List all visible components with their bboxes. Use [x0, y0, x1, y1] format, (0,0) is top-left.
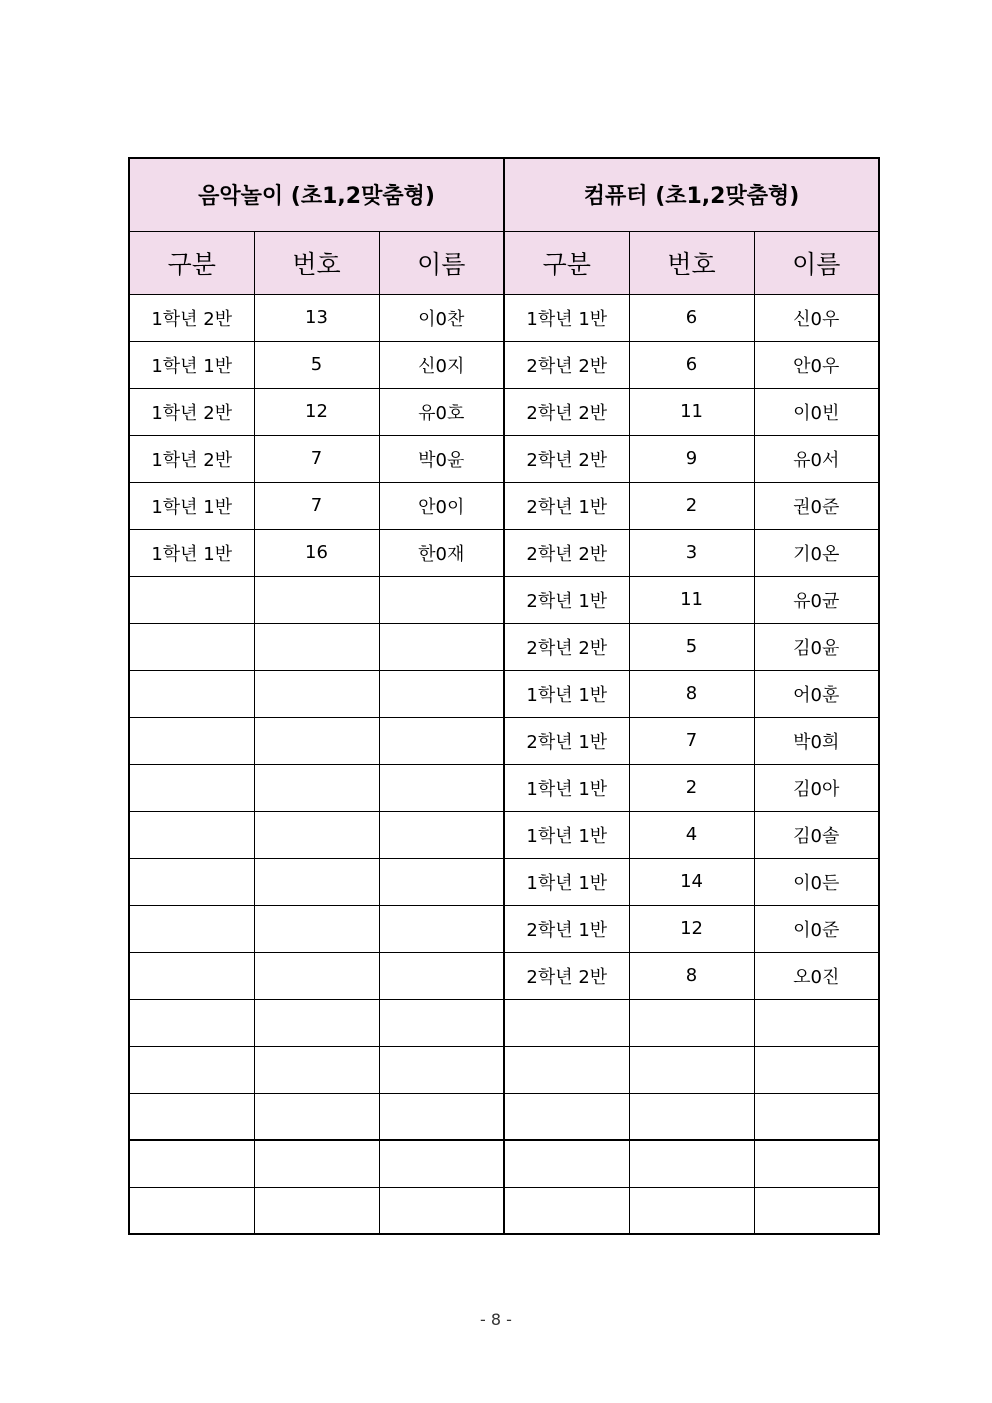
computer-header-class: 구분	[504, 231, 629, 294]
computer-header-number: 번호	[629, 231, 754, 294]
table-row	[129, 482, 879, 529]
music-header-number: 번호	[254, 231, 379, 294]
computer-name-cell: 김0아	[754, 764, 879, 811]
computer-number-cell	[629, 1093, 754, 1140]
music-class-cell	[129, 576, 254, 623]
computer-name-cell: 유0서	[754, 435, 879, 482]
music-header-name: 이름	[379, 231, 504, 294]
computer-class-cell: 2학년 1반	[504, 576, 629, 623]
music-number-cell: 7	[254, 435, 379, 482]
computer-number-cell: 4	[629, 811, 754, 858]
music-name-cell	[379, 811, 504, 858]
music-number-cell	[254, 999, 379, 1046]
music-number-cell	[254, 1140, 379, 1187]
computer-number-cell: 2	[629, 482, 754, 529]
music-class-cell	[129, 905, 254, 952]
computer-number-cell: 14	[629, 858, 754, 905]
music-name-cell: 한0재	[379, 529, 504, 576]
music-class-cell: 1학년 1반	[129, 529, 254, 576]
computer-name-cell: 박0희	[754, 717, 879, 764]
table-row	[129, 999, 879, 1046]
computer-class-cell: 2학년 1반	[504, 482, 629, 529]
computer-class-cell: 1학년 1반	[504, 764, 629, 811]
music-class-cell	[129, 952, 254, 999]
table-row	[129, 1187, 879, 1234]
music-header-class: 구분	[129, 231, 254, 294]
music-number-cell	[254, 670, 379, 717]
computer-number-cell: 11	[629, 388, 754, 435]
table-row	[129, 341, 879, 388]
computer-number-cell	[629, 1187, 754, 1234]
music-name-cell: 이0찬	[379, 294, 504, 341]
computer-class-cell: 2학년 2반	[504, 623, 629, 670]
computer-name-cell: 기0온	[754, 529, 879, 576]
program-title-row	[129, 158, 879, 231]
table-row	[129, 294, 879, 341]
music-name-cell	[379, 764, 504, 811]
computer-number-cell: 6	[629, 294, 754, 341]
music-number-cell	[254, 717, 379, 764]
computer-name-cell: 오0진	[754, 952, 879, 999]
music-class-cell	[129, 1140, 254, 1187]
music-number-cell	[254, 952, 379, 999]
computer-number-cell: 8	[629, 952, 754, 999]
computer-name-cell: 이0든	[754, 858, 879, 905]
music-name-cell	[379, 1140, 504, 1187]
computer-class-cell	[504, 999, 629, 1046]
computer-name-cell: 김0솔	[754, 811, 879, 858]
computer-class-cell: 1학년 1반	[504, 811, 629, 858]
music-class-cell	[129, 1046, 254, 1093]
computer-class-cell: 2학년 2반	[504, 388, 629, 435]
computer-class-cell	[504, 1187, 629, 1234]
music-number-cell	[254, 764, 379, 811]
computer-name-cell: 안0우	[754, 341, 879, 388]
computer-class-cell: 1학년 1반	[504, 294, 629, 341]
music-class-cell	[129, 717, 254, 764]
computer-number-cell: 7	[629, 717, 754, 764]
computer-class-cell	[504, 1046, 629, 1093]
computer-name-cell	[754, 1187, 879, 1234]
music-name-cell: 안0이	[379, 482, 504, 529]
computer-class-cell: 2학년 2반	[504, 529, 629, 576]
music-number-cell: 12	[254, 388, 379, 435]
music-name-cell	[379, 1187, 504, 1234]
computer-number-cell	[629, 1140, 754, 1187]
computer-name-cell	[754, 1140, 879, 1187]
program-roster-table	[128, 157, 880, 1235]
music-class-cell	[129, 623, 254, 670]
computer-class-cell	[504, 1140, 629, 1187]
music-class-cell: 1학년 2반	[129, 294, 254, 341]
music-class-cell	[129, 999, 254, 1046]
music-name-cell	[379, 576, 504, 623]
music-number-cell: 7	[254, 482, 379, 529]
music-number-cell: 16	[254, 529, 379, 576]
music-number-cell: 5	[254, 341, 379, 388]
computer-number-cell: 5	[629, 623, 754, 670]
table-row	[129, 670, 879, 717]
table-row	[129, 623, 879, 670]
music-number-cell: 13	[254, 294, 379, 341]
music-number-cell	[254, 1093, 379, 1140]
music-class-cell	[129, 858, 254, 905]
music-number-cell	[254, 1046, 379, 1093]
table-row	[129, 952, 879, 999]
computer-class-cell: 1학년 1반	[504, 858, 629, 905]
computer-class-cell: 2학년 2반	[504, 952, 629, 999]
computer-class-cell	[504, 1093, 629, 1140]
music-number-cell	[254, 576, 379, 623]
computer-name-cell	[754, 999, 879, 1046]
page-number: - 8 -	[480, 1310, 512, 1329]
music-name-cell	[379, 717, 504, 764]
music-name-cell	[379, 623, 504, 670]
music-class-cell: 1학년 1반	[129, 341, 254, 388]
table-row	[129, 1046, 879, 1093]
music-class-cell	[129, 670, 254, 717]
computer-number-cell: 6	[629, 341, 754, 388]
music-number-cell	[254, 623, 379, 670]
music-name-cell	[379, 858, 504, 905]
computer-number-cell	[629, 1046, 754, 1093]
computer-name-cell: 어0훈	[754, 670, 879, 717]
music-name-cell: 신0지	[379, 341, 504, 388]
computer-program-title: 컴퓨터 (초1,2맞춤형)	[504, 158, 879, 231]
table-row	[129, 811, 879, 858]
music-name-cell	[379, 670, 504, 717]
music-name-cell	[379, 952, 504, 999]
table-row	[129, 529, 879, 576]
music-number-cell	[254, 811, 379, 858]
music-name-cell	[379, 999, 504, 1046]
computer-number-cell: 3	[629, 529, 754, 576]
music-name-cell	[379, 905, 504, 952]
computer-class-cell: 2학년 2반	[504, 435, 629, 482]
table-row	[129, 1140, 879, 1187]
computer-name-cell	[754, 1046, 879, 1093]
music-class-cell: 1학년 2반	[129, 435, 254, 482]
music-number-cell	[254, 1187, 379, 1234]
music-name-cell	[379, 1046, 504, 1093]
music-class-cell	[129, 1187, 254, 1234]
computer-name-cell: 이0준	[754, 905, 879, 952]
computer-name-cell: 유0균	[754, 576, 879, 623]
computer-class-cell: 2학년 2반	[504, 341, 629, 388]
computer-name-cell: 권0준	[754, 482, 879, 529]
computer-number-cell: 12	[629, 905, 754, 952]
music-class-cell	[129, 764, 254, 811]
music-class-cell	[129, 811, 254, 858]
table-row	[129, 905, 879, 952]
table-row	[129, 717, 879, 764]
music-number-cell	[254, 858, 379, 905]
music-name-cell: 박0윤	[379, 435, 504, 482]
computer-name-cell: 이0빈	[754, 388, 879, 435]
table-row	[129, 388, 879, 435]
music-name-cell: 유0호	[379, 388, 504, 435]
computer-header-name: 이름	[754, 231, 879, 294]
computer-number-cell: 2	[629, 764, 754, 811]
computer-name-cell: 신0우	[754, 294, 879, 341]
table-row	[129, 435, 879, 482]
computer-class-cell: 2학년 1반	[504, 717, 629, 764]
computer-number-cell	[629, 999, 754, 1046]
music-class-cell: 1학년 2반	[129, 388, 254, 435]
table-row	[129, 858, 879, 905]
music-class-cell	[129, 1093, 254, 1140]
computer-number-cell: 9	[629, 435, 754, 482]
table-row	[129, 1093, 879, 1140]
computer-name-cell	[754, 1093, 879, 1140]
computer-class-cell: 2학년 1반	[504, 905, 629, 952]
computer-name-cell: 김0윤	[754, 623, 879, 670]
music-name-cell	[379, 1093, 504, 1140]
column-header-row	[129, 231, 879, 294]
computer-number-cell: 11	[629, 576, 754, 623]
music-program-title: 음악놀이 (초1,2맞춤형)	[129, 158, 504, 231]
music-number-cell	[254, 905, 379, 952]
computer-class-cell: 1학년 1반	[504, 670, 629, 717]
music-class-cell: 1학년 1반	[129, 482, 254, 529]
computer-number-cell: 8	[629, 670, 754, 717]
table-row	[129, 576, 879, 623]
table-row	[129, 764, 879, 811]
